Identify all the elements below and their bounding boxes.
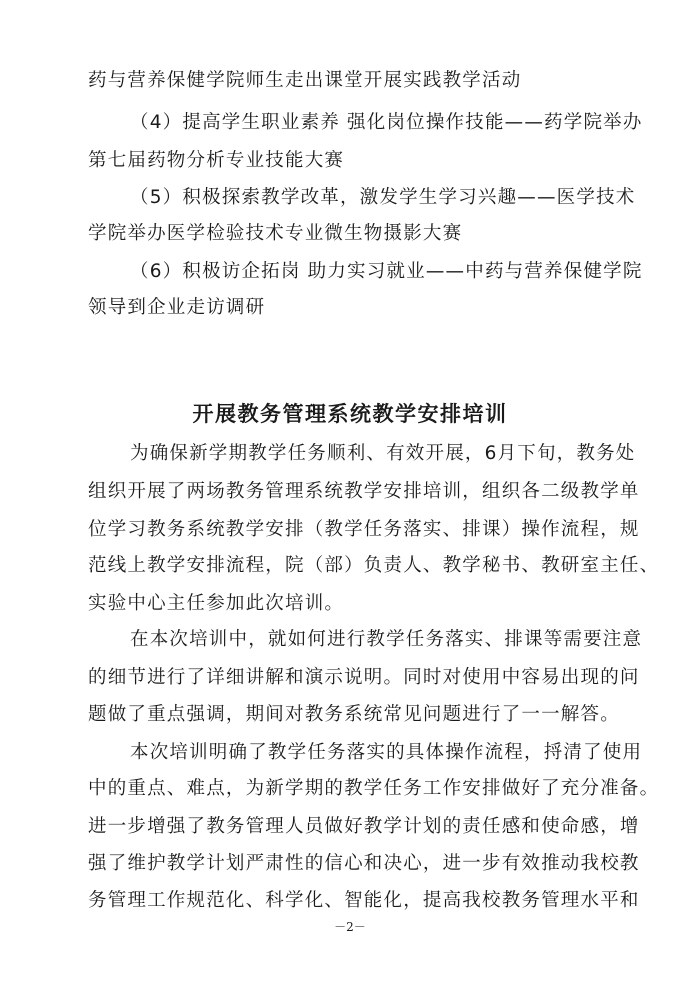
list-item-5-cont: 学院举办医学检验技术专业微生物摄影大赛 <box>88 223 463 244</box>
intro-line-1: 药与营养保健学院师生走出课堂开展实践教学活动 <box>88 70 522 91</box>
paragraph3-line: 进一步增强了教务管理人员做好教学计划的责任感和使命感，增 <box>88 816 640 837</box>
list-item-4-cont: 第七届药物分析专业技能大赛 <box>88 150 345 171</box>
paragraph2-line: 在本次培训中，就如何进行教学任务落实、排课等需要注意 <box>130 629 643 650</box>
list-item-5: （5）积极探索教学改革，激发学生学习兴趣——医学技术 <box>130 187 636 208</box>
paragraph1-line: 实验中心主任参加此次培训。 <box>88 593 345 614</box>
list-item-6-cont: 领导到企业走访调研 <box>88 297 266 318</box>
paragraph1-line: 为确保新学期教学任务顺利、有效开展，6月下旬，教务处 <box>130 443 636 464</box>
list-item-6: （6）积极访企拓岗 助力实习就业——中药与营养保健学院 <box>130 261 643 282</box>
paragraph3-line: 中的重点、难点，为新学期的教学任务工作安排做好了充分准备。 <box>88 778 660 799</box>
section-title: 开展教务管理系统教学安排培训 <box>192 402 508 426</box>
paragraph2-line: 题做了重点强调，期间对教务系统常见问题进行了一一解答。 <box>88 704 620 725</box>
paragraph3-line: 务管理工作规范化、科学化、智能化，提高我校教务管理水平和 <box>88 890 640 911</box>
paragraph3-line: 本次培训明确了教学任务落实的具体操作流程，捋清了使用 <box>130 742 643 763</box>
page-number: －2－ <box>334 920 366 934</box>
paragraph1-line: 组织开展了两场教务管理系统教学安排培训，组织各二级教学单 <box>88 481 640 502</box>
paragraph1-line: 位学习教务系统教学安排（教学任务落实、排课）操作流程，规 <box>88 519 640 540</box>
list-item-4: （4）提高学生职业素养 强化岗位操作技能——药学院举办 <box>130 112 643 133</box>
paragraph2-line: 的细节进行了详细讲解和演示说明。同时对使用中容易出现的问 <box>88 667 640 688</box>
paragraph3-line: 强了维护教学计划严肃性的信心和决心，进一步有效推动我校教 <box>88 853 640 874</box>
paragraph1-line: 范线上教学安排流程，院（部）负责人、教学秘书、教研室主任、 <box>88 555 660 576</box>
